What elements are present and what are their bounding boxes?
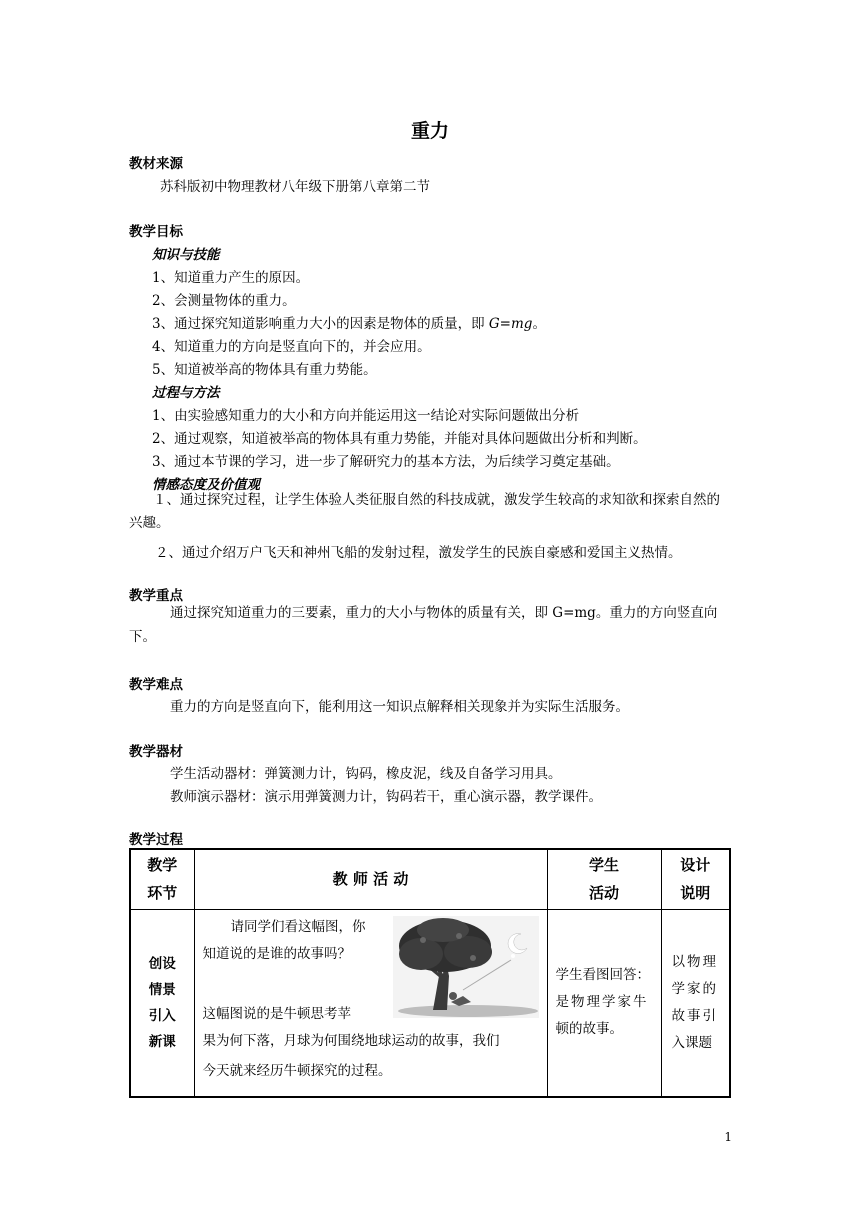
- goals-heading: 教学目标: [129, 224, 183, 240]
- header-stage: [130, 849, 194, 909]
- process-heading: 过程与方法: [152, 385, 220, 401]
- design-cell: [661, 909, 730, 1097]
- difficulties-heading: 教学难点: [129, 677, 183, 693]
- student-line: 顿的故事。: [555, 1021, 623, 1037]
- header-student-line: 学生: [588, 856, 619, 875]
- header-stage-line: 环节: [147, 884, 178, 903]
- teacher-activity-cell: [194, 909, 547, 1097]
- formula: G=mg: [488, 316, 533, 332]
- teacher-line: 果为何下落，月球为何围绕地球运动的故事，我们: [202, 1032, 500, 1049]
- key-points-text: 通过探究知道重力的三要素，重力的大小与物体的质量有关，即 G=mg。重力的方向竖直向下。: [129, 605, 718, 645]
- knowledge-item-formula: [152, 312, 546, 332]
- knowledge-item: 2、会测量物体的重力。: [152, 293, 296, 309]
- equipment-teacher: 教师演示器材：演示用弹簧测力计，钩码若干，重心演示器，教学课件。: [170, 789, 602, 805]
- table-header-row: [130, 849, 730, 909]
- key-points-heading: 教学重点: [129, 588, 183, 604]
- knowledge-item: 5、知道被举高的物体具有重力势能。: [152, 362, 377, 378]
- teacher-line: 请同学们看这幅图，你: [230, 918, 366, 935]
- header-design: [661, 849, 730, 909]
- equipment-heading: 教学器材: [129, 744, 183, 760]
- design-line: 学家的: [671, 980, 718, 997]
- procedure-heading: 教学过程: [129, 832, 183, 848]
- design-line: 入课题: [671, 1034, 712, 1051]
- knowledge-item-text: 3、通过探究知道影响重力大小的因素是物体的质量，即: [152, 316, 489, 332]
- process-item: 2、通过观察，知道被举高的物体具有重力势能，并能对具体问题做出分析和判断。: [152, 431, 647, 447]
- procedure-table: [129, 848, 731, 1098]
- knowledge-heading: 知识与技能: [152, 247, 220, 263]
- teacher-line: 今天就来经历牛顿探究的过程。: [202, 1062, 392, 1079]
- stage-line: 情景: [148, 981, 176, 998]
- process-item: 1、由实验感知重力的大小和方向并能运用这一结论对实际问题做出分析: [152, 408, 580, 424]
- stage-line: 新课: [148, 1033, 176, 1050]
- student-line: 学生看图回答：: [555, 967, 650, 983]
- design-line: 以物理: [671, 953, 718, 970]
- teacher-line: 知道说的是谁的故事吗？: [202, 945, 351, 962]
- equipment-student: 学生活动器材：弹簧测力计，钩码，橡皮泥，线及自备学习用具。: [170, 766, 562, 782]
- header-student: [547, 849, 661, 909]
- newton-tree-image: [393, 916, 539, 1018]
- header-design-line: 设计: [680, 856, 711, 875]
- source-heading: 教材来源: [129, 156, 183, 172]
- stage-line: 创设: [148, 955, 176, 972]
- formula-suffix: 。: [532, 316, 546, 332]
- process-item: 3、通过本节课的学习，进一步了解研究力的基本方法，为后续学习奠定基础。: [152, 454, 620, 470]
- knowledge-item: 1、知道重力产生的原因。: [152, 270, 310, 286]
- header-student-line: 活动: [588, 884, 619, 903]
- design-line: 故事引: [671, 1007, 718, 1024]
- student-line: 是物理学家牛: [555, 994, 649, 1010]
- difficulties-text: 重力的方向是竖直向下，能利用这一知识点解释相关现象并为实际生活服务。: [170, 699, 629, 715]
- document-title: 重力: [410, 120, 449, 142]
- knowledge-item: 4、知道重力的方向是竖直向下的，并会应用。: [152, 339, 431, 355]
- page-number: 1: [724, 1130, 732, 1144]
- teacher-line: 这幅图说的是牛顿思考苹: [202, 1005, 351, 1022]
- header-design-line: 说明: [680, 884, 711, 903]
- stage-line: 引入: [148, 1007, 176, 1024]
- emotion-item: ２、通过介绍万户飞天和神州飞船的发射过程，激发学生的民族自豪感和爱国主义热情。: [155, 545, 682, 561]
- header-stage-line: 教学: [147, 856, 178, 875]
- emotion-item: １、通过探究过程，让学生体验人类征服自然的科技成就，激发学生较高的求知欲和探索自然的兴趣。: [129, 492, 720, 531]
- emotion-heading: 情感态度及价值观: [152, 477, 260, 493]
- student-activity-cell: [547, 909, 661, 1097]
- stage-cell: [130, 909, 194, 1097]
- source-text: 苏科版初中物理教材八年级下册第八章第二节: [160, 179, 430, 195]
- header-teacher: 教 师 活 动: [194, 849, 547, 909]
- table-row: [130, 909, 730, 1097]
